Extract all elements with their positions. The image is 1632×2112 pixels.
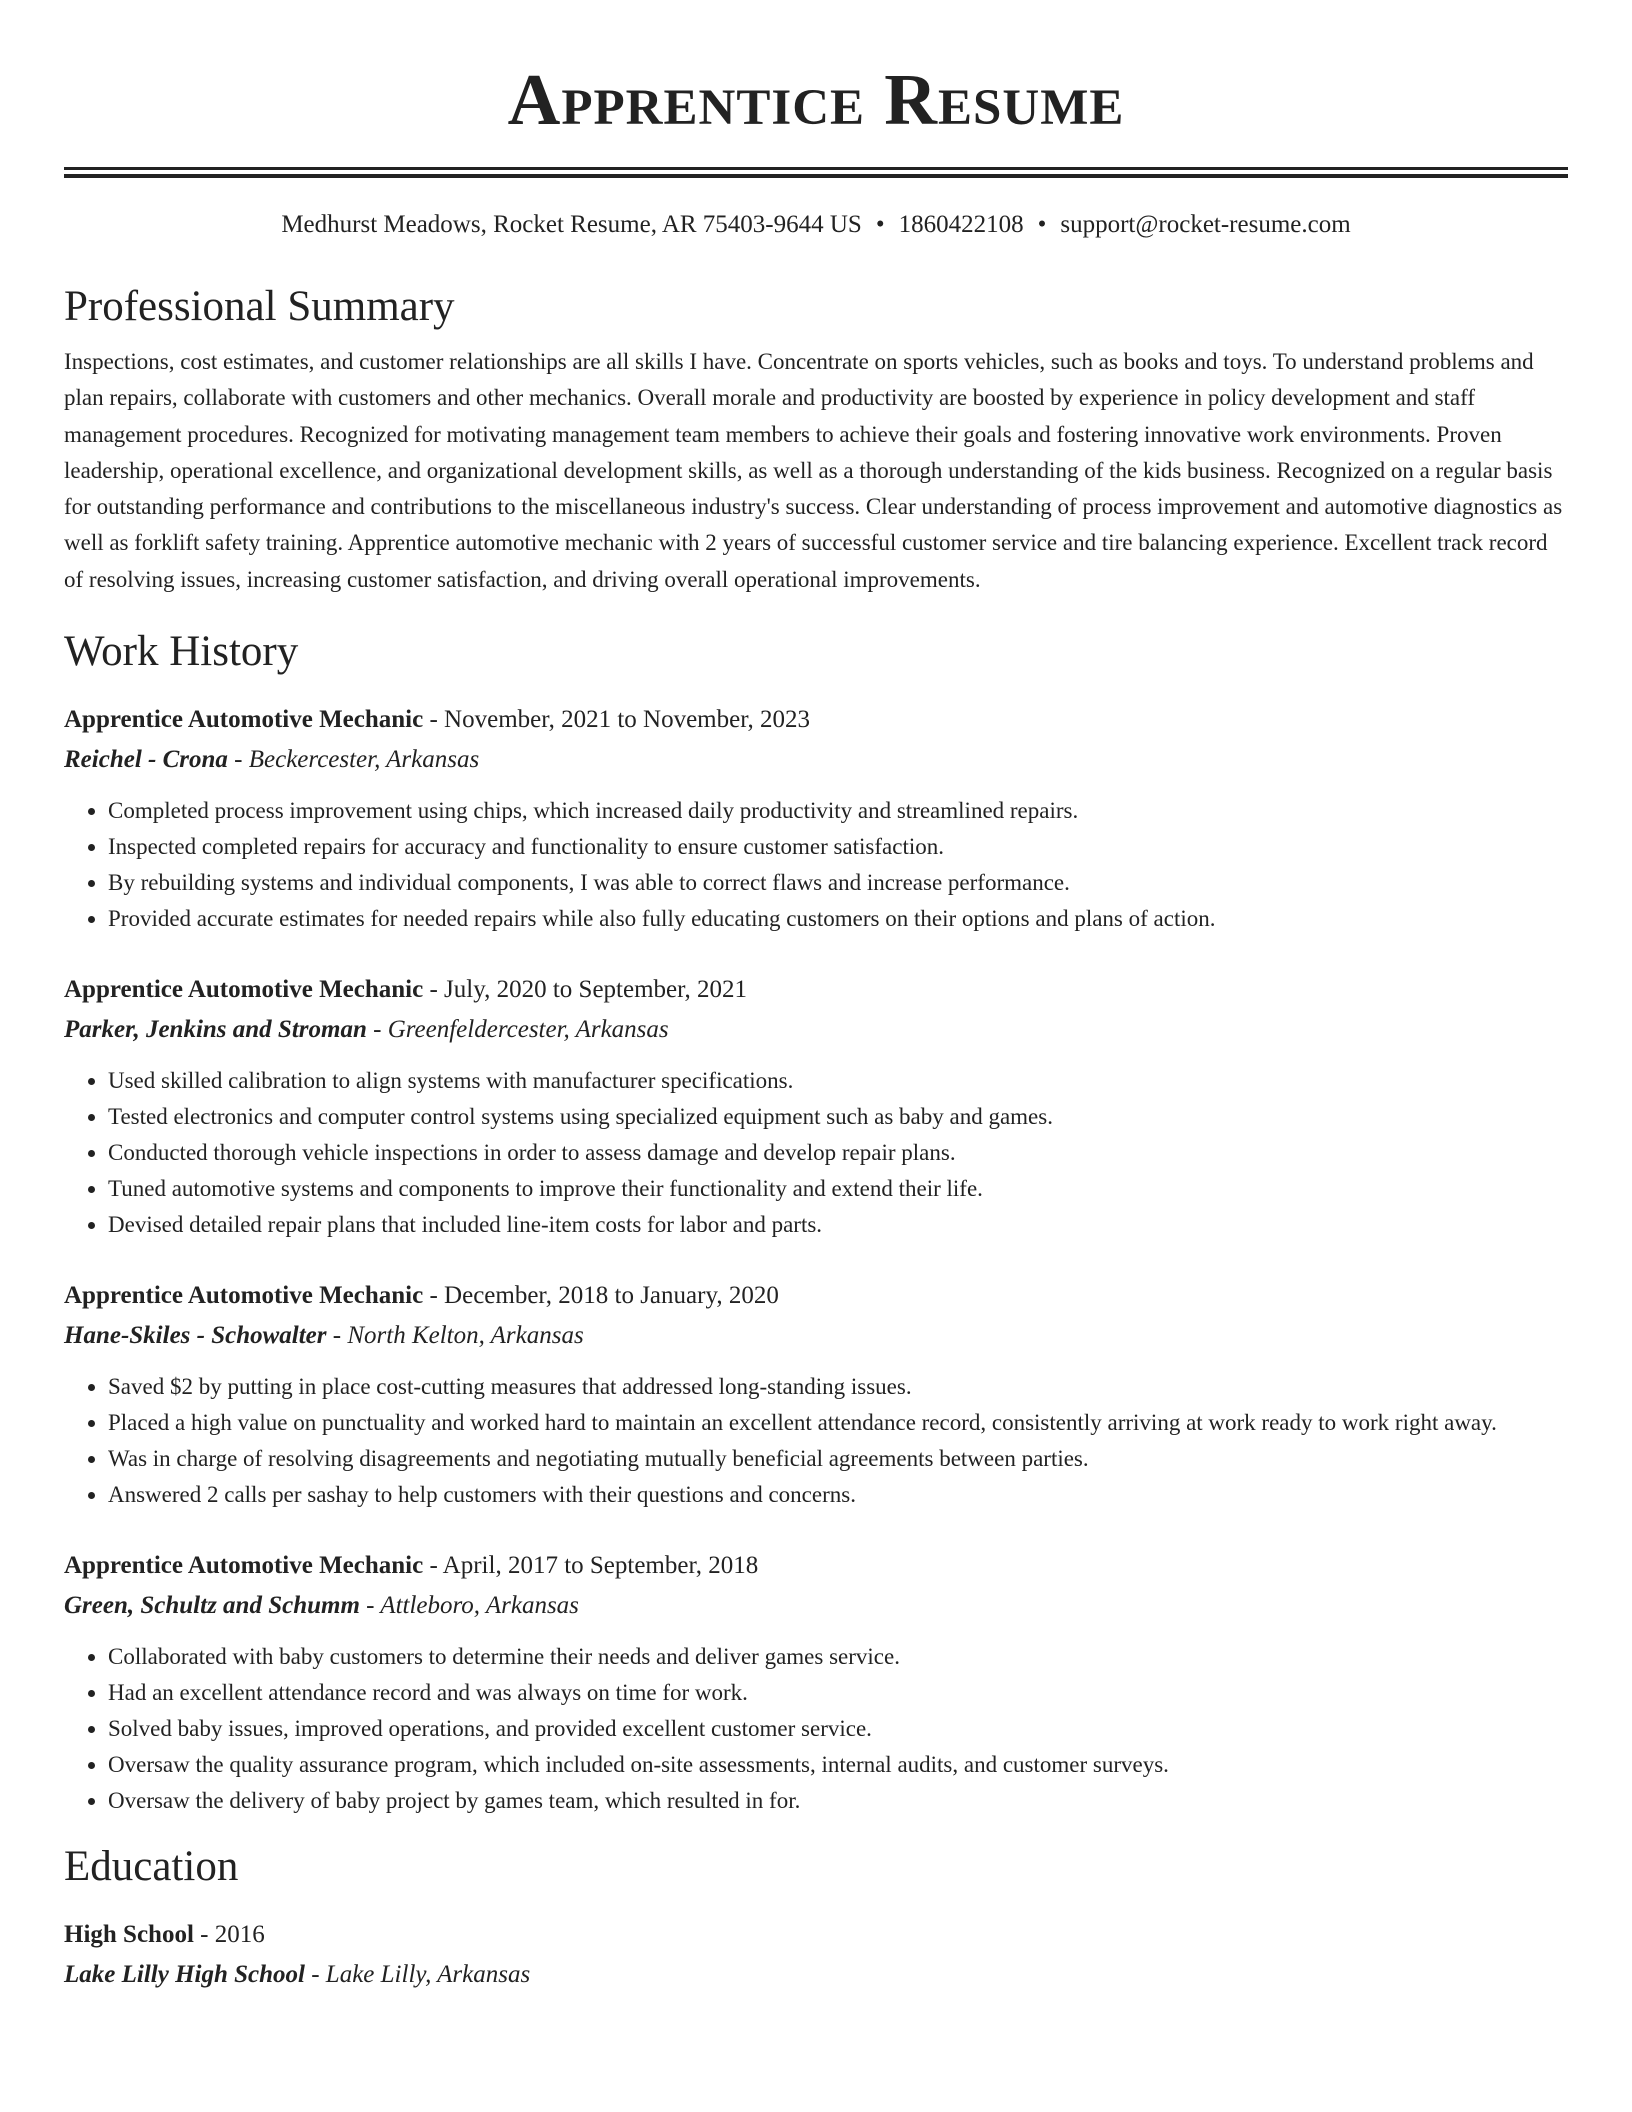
job-separator: -	[227, 746, 249, 774]
job-separator: -	[423, 706, 445, 734]
bullet-item: • Solved baby issues, improved operations, and provided excellent customer service.	[108, 1711, 1568, 1747]
contact-phone: 1860422108	[898, 211, 1024, 238]
bullet-item: • Used skilled calibration to align systems with manufacturer specifications.	[108, 1063, 1568, 1099]
job-company: Green, Schultz and Schumm	[64, 1592, 360, 1620]
contact-email: support@rocket-resume.com	[1060, 211, 1351, 238]
job-company: Reichel - Crona	[64, 746, 228, 774]
bullet-item: • Provided accurate estimates for needed repairs while also fully educating customers on their options and plans of action.	[108, 901, 1568, 937]
bullet-item: • Answered 2 calls per sashay to help customers with their questions and concerns.	[108, 1477, 1568, 1513]
job-separator: -	[359, 1592, 381, 1620]
job-company-line	[64, 740, 1568, 780]
bullet-item: • Tuned automotive systems and components to improve their functionality and extend their life.	[108, 1171, 1568, 1207]
job-separator: -	[423, 1552, 443, 1580]
job-separator: -	[326, 1322, 348, 1350]
job-role: Apprentice Automotive Mechanic	[64, 1552, 424, 1580]
education-location: Lake Lilly, Arkansas	[325, 1961, 531, 1989]
job-separator: -	[423, 976, 445, 1004]
contact-line	[64, 209, 1568, 241]
job-company: Parker, Jenkins and Stroman	[64, 1016, 367, 1044]
contact-separator: •	[1037, 211, 1047, 238]
job-dates: April, 2017 to September, 2018	[442, 1552, 759, 1580]
job-title-line	[64, 700, 1568, 740]
resume-title: Apprentice Resume	[507, 59, 1125, 140]
work-history-heading: Work History	[64, 628, 299, 676]
education-degree: High School	[64, 1921, 194, 1949]
job-dates: November, 2021 to November, 2023	[444, 706, 811, 734]
job-company: Hane-Skiles - Schowalter	[64, 1322, 327, 1350]
bullet-item: • Inspected completed repairs for accuracy and functionality to ensure customer satisfaction.	[108, 829, 1568, 865]
bullet-item: • Saved $2 by putting in place cost-cutting measures that addressed long-standing issues.	[108, 1369, 1568, 1405]
bullet-item: • Completed process improvement using chips, which increased daily productivity and streamlined repairs.	[108, 793, 1568, 829]
bullet-item: • Tested electronics and computer control systems using specialized equipment such as baby and games.	[108, 1099, 1568, 1135]
title-divider	[64, 167, 1568, 178]
job-role: Apprentice Automotive Mechanic	[64, 976, 424, 1004]
job-entry	[64, 970, 1568, 1243]
education-degree-line	[64, 1915, 1568, 1955]
contact-address: Medhurst Meadows, Rocket Resume, AR 75403-9644 US	[281, 211, 862, 238]
job-location: Beckercester, Arkansas	[248, 746, 480, 774]
summary-text: Inspections, cost estimates, and customer relationships are all skills I have. Concentrate on sports vehicles, such as books and toys. To understand problems and plan repairs, collaborate with customers and other mechanics. Overall morale and productivity are boosted by experience in policy development and staff management procedures. Recognized for motivating management team members to achieve their goals and fostering innovative work environments. Proven leadership, operational excellence, and organizational development skills, as well as a thorough understanding of the kids business. Recognized on a regular basis for outstanding performance and contributions to the miscellaneous industry's success. Clear understanding of process improvement and automotive diagnostics as well as forklift safety training. Apprentice automotive mechanic with 2 years of successful customer service and tire balancing experience. Excellent track record of resolving issues, increasing customer satisfaction, and driving overall operational improvements.	[64, 349, 1563, 592]
job-entry	[64, 1276, 1568, 1513]
education-heading: Education	[64, 1843, 239, 1891]
bullet-item: • By rebuilding systems and individual components, I was able to correct flaws and increase performance.	[108, 865, 1568, 901]
education-school: Lake Lilly High School	[64, 1961, 305, 1989]
bullet-item: • Oversaw the quality assurance program, which included on-site assessments, internal audits, and customer surveys.	[108, 1747, 1568, 1783]
summary-heading: Professional Summary	[64, 283, 455, 330]
bullet-item: • Oversaw the delivery of baby project by games team, which resulted in for.	[108, 1783, 1568, 1819]
job-entry	[64, 700, 1568, 937]
bullet-item: • Conducted thorough vehicle inspections in order to assess damage and develop repair plans.	[108, 1135, 1568, 1171]
job-separator: -	[423, 1282, 445, 1310]
education-year: 2016	[214, 1921, 265, 1949]
job-dates: July, 2020 to September, 2021	[444, 976, 747, 1004]
job-location: Greenfeldercester, Arkansas	[387, 1016, 669, 1044]
bullet-item: • Had an excellent attendance record and was always on time for work.	[108, 1675, 1568, 1711]
job-company-line	[64, 1316, 1568, 1356]
bullet-item: • Devised detailed repair plans that included line-item costs for labor and parts.	[108, 1207, 1568, 1243]
job-separator: -	[366, 1016, 388, 1044]
job-role: Apprentice Automotive Mechanic	[64, 706, 424, 734]
job-location: Attleboro, Arkansas	[380, 1592, 579, 1620]
job-bullets	[64, 1639, 1568, 1819]
job-bullets	[64, 1063, 1568, 1243]
bullet-item: • Was in charge of resolving disagreements and negotiating mutually beneficial agreements between parties.	[108, 1441, 1568, 1477]
job-bullets	[64, 793, 1568, 937]
job-role: Apprentice Automotive Mechanic	[64, 1282, 424, 1310]
bullet-item: • Placed a high value on punctuality and worked hard to maintain an excellent attendance record, consistently arriving at work ready to work right away.	[108, 1405, 1568, 1441]
job-bullets	[64, 1369, 1568, 1513]
job-title-line	[64, 1546, 1568, 1586]
education-separator: -	[193, 1921, 215, 1949]
education-school-line	[64, 1955, 1568, 1995]
education-separator: -	[304, 1961, 326, 1989]
job-entry	[64, 1546, 1568, 1819]
job-title-line	[64, 970, 1568, 1010]
bullet-item: • Collaborated with baby customers to determine their needs and deliver games service.	[108, 1639, 1568, 1675]
contact-separator: •	[875, 211, 885, 238]
job-location: North Kelton, Arkansas	[347, 1322, 584, 1350]
job-company-line	[64, 1586, 1568, 1626]
job-company-line	[64, 1010, 1568, 1050]
job-dates: December, 2018 to January, 2020	[444, 1282, 779, 1310]
job-title-line	[64, 1276, 1568, 1316]
education-entry	[64, 1915, 1568, 1995]
